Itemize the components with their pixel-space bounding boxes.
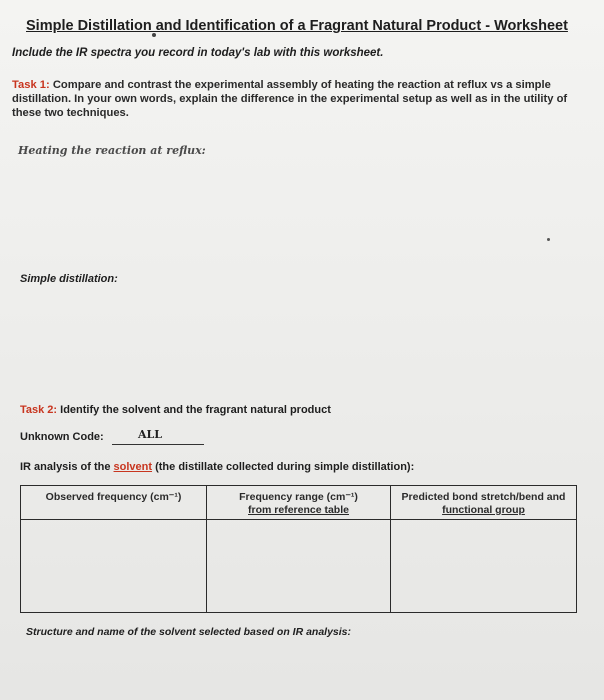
- header-observed-frequency: [21, 486, 207, 520]
- task1-text: Compare and contrast the experimental assembly of heating the reaction at reflux vs a simple distillation. In your own words, explain the difference in the experimental setup as well as in the utility of these two techniques.: [12, 79, 568, 119]
- header-predicted-bond-line1: Predicted bond stretch/bend and: [401, 491, 566, 503]
- task1-label: Task 1:: [12, 79, 50, 91]
- header-predicted-bond-line2: functional group: [442, 504, 525, 516]
- task2-prompt: [20, 404, 331, 416]
- table-row: [21, 520, 577, 613]
- header-frequency-range: [207, 486, 391, 520]
- task2-label: Task 2:: [20, 404, 58, 416]
- table-cell-bond[interactable]: [391, 520, 577, 613]
- header-frequency-range-line2: from reference table: [248, 504, 349, 516]
- unknown-code-label: Unknown Code:: [20, 431, 104, 443]
- ir-analysis-prefix: IR analysis of the: [20, 461, 114, 473]
- worksheet-title: Simple Distillation and Identification of a Fragrant Natural Product - Worksheet: [26, 18, 568, 34]
- task1-prompt: [12, 78, 568, 120]
- table-cell-observed[interactable]: [21, 520, 207, 613]
- worksheet-subtitle: Include the IR spectra you record in today's lab with this worksheet.: [12, 47, 384, 59]
- header-frequency-range-line1: Frequency range (cm⁻¹): [239, 491, 358, 503]
- task2-text: Identify the solvent and the fragrant natural product: [57, 404, 331, 416]
- header-observed-frequency-text: Observed frequency (cm⁻¹): [45, 491, 182, 503]
- table-header-row: [21, 486, 577, 520]
- header-predicted-bond: [391, 486, 577, 520]
- unknown-code-underline: [112, 444, 204, 445]
- ir-analysis-solvent: solvent: [113, 461, 153, 473]
- ir-analysis-heading: [20, 461, 414, 473]
- reflux-answer-label: Heating the reaction at reflux:: [18, 144, 206, 157]
- stray-mark: [547, 238, 550, 241]
- ir-analysis-table: [20, 485, 577, 613]
- structure-answer-label: Structure and name of the solvent selected based on IR analysis:: [26, 626, 352, 638]
- ir-analysis-suffix: (the distillate collected during simple distillation):: [152, 461, 415, 473]
- simple-distillation-answer-label: Simple distillation:: [20, 273, 118, 285]
- unknown-code-value: ALL: [138, 428, 163, 441]
- table-cell-range[interactable]: [207, 520, 391, 613]
